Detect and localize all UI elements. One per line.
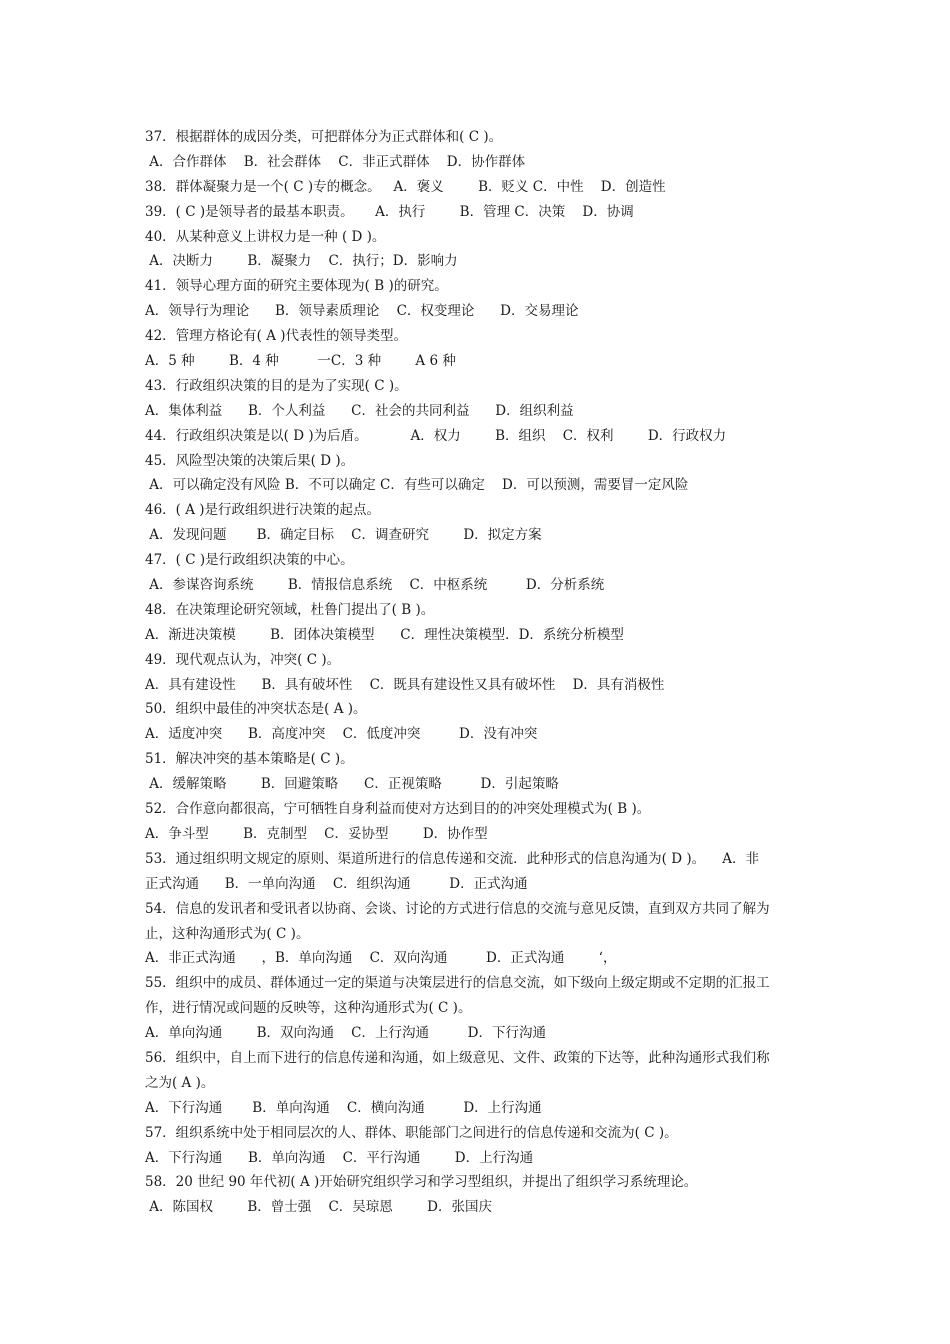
text-line: A．决断力 B．凝聚力 C．执行；D．影响力	[145, 253, 458, 270]
text-line: A．参谋咨询系统 B．情报信息系统 C．中枢系统 D．分析系统	[145, 577, 605, 594]
document-body	[145, 125, 815, 1220]
text-line: A．陈国权 B．曾士强 C．吴琼恩 D．张国庆	[145, 1199, 492, 1216]
text-line: 45．风险型决策的决策后果( D )。	[145, 452, 355, 469]
text-line: A．5 种 B．4 种 一C．3 种 A 6 种	[145, 353, 456, 370]
text-line: 48．在决策理论研究领域，杜鲁门提出了( B )。	[145, 601, 435, 618]
text-line: 56．组织中，自上而下进行的信息传递和沟通，如上级意见、文件、政策的下达等，此种沟通形式我们称	[145, 1049, 770, 1066]
text-line: A．非正式沟通 ，B．单向沟通 C．双向沟通 D．正式沟通 ‘，	[145, 950, 617, 967]
text-line: 49．现代观点认为，冲突( C )。	[145, 651, 341, 668]
text-line: A．下行沟通 B．单向沟通 C．平行沟通 D．上行沟通	[145, 1149, 534, 1166]
text-line: 54．信息的发讯者和受讯者以协商、会谈、讨论的方式进行信息的交流与意见反馈，直到双方共同了解为	[145, 900, 770, 917]
text-line: A．具有建设性 B．具有破坏性 C．既具有建设性又具有破坏性 D．具有消极性	[145, 676, 665, 693]
text-line: 43．行政组织决策的目的是为了实现( C )。	[145, 377, 408, 394]
text-line: A．发现问题 B．确定目标 C．调查研究 D．拟定方案	[145, 527, 542, 544]
text-line: 38．群体凝聚力是一个( C )专的概念。 A．褒义 B．贬义 C．中性 D．创造性	[145, 178, 666, 195]
text-line: 46．( A )是行政组织进行决策的起点。	[145, 502, 381, 519]
text-line: A．渐进决策模 B．团体决策模型 C．理性决策模型．D．系统分析模型	[145, 626, 624, 643]
text-line: 39．( C )是领导者的最基本职责。 A．执行 B．管理 C．决策 D．协调	[145, 203, 634, 220]
text-line: A．下行沟通 B．单向沟通 C．横向沟通 D．上行沟通	[145, 1099, 542, 1116]
text-line: 37．根据群体的成因分类，可把群体分为正式群体和( C )。	[145, 129, 503, 145]
text-line: 41．领导心理方面的研究主要体现为( B )的研究。	[145, 278, 448, 295]
text-line: 47．( C )是行政组织决策的中心。	[145, 552, 354, 569]
text-line: 57．组织系统中处于相同层次的人、群体、职能部门之间进行的信息传递和交流为( C )。	[145, 1124, 678, 1141]
text-line: 51．解决冲突的基本策略是( C )。	[145, 751, 354, 768]
text-line: A．争斗型 B．克制型 C．妥协型 D．协作型	[145, 825, 488, 842]
text-line: A．领导行为理论 B．领导素质理论 C．权变理论 D．交易理论	[145, 303, 579, 320]
text-line: 作，进行情况或问题的反映等，这种沟通形式为( C )。	[145, 1000, 472, 1017]
text-line: A．可以确定没有风险 B．不可以确定 C．有些可以确定 D．可以预测，需要冒一定风险	[145, 477, 689, 494]
text-line: A．集体利益 B．个人利益 C．社会的共同利益 D．组织利益	[145, 402, 574, 419]
text-line: 55．组织中的成员、群体通过一定的渠道与决策层进行的信息交流，如下级向上级定期或不定期的汇报工	[145, 975, 770, 992]
text-line: 42．管理方格论有( A )代表性的领导类型。	[145, 328, 408, 345]
text-line: 52．合作意向都很高，宁可牺牲自身利益而使对方达到目的的冲突处理模式为( B )。	[145, 801, 651, 818]
text-line: 58．20 世纪 90 年代初( A )开始研究组织学习和学习型组织，并提出了组织学习系统理论。	[145, 1174, 698, 1191]
text-line: 40．从某种意义上讲权力是一种 ( D )。	[145, 228, 386, 245]
text-line: 之为( A )。	[145, 1074, 215, 1091]
text-line: A．适度冲突 B．高度冲突 C．低度冲突 D．没有冲突	[145, 726, 538, 743]
text-line: 50．组织中最佳的冲突状态是( A )。	[145, 701, 367, 718]
text-line: 53．通过组织明文规定的原则、渠道所进行的信息传递和交流．此种形式的信息沟通为( D )。 A．非	[145, 850, 760, 867]
text-line: 正式沟通 B．一单向沟通 C．组织沟通 D．正式沟通	[145, 875, 528, 892]
text-line: A．缓解策略 B．回避策略 C．正视策略 D．引起策略	[145, 776, 559, 793]
text-line: 44．行政组织决策是以( D )为后盾。 A．权力 B．组织 C．权利 D．行政权力	[145, 427, 727, 444]
text-line: A．合作群体 B．社会群体 C．非正式群体 D．协作群体	[145, 153, 526, 170]
text-line: 止，这种沟通形式为( C )。	[145, 925, 310, 942]
text-line: A．单向沟通 B．双向沟通 C．上行沟通 D．下行沟通	[145, 1025, 546, 1042]
